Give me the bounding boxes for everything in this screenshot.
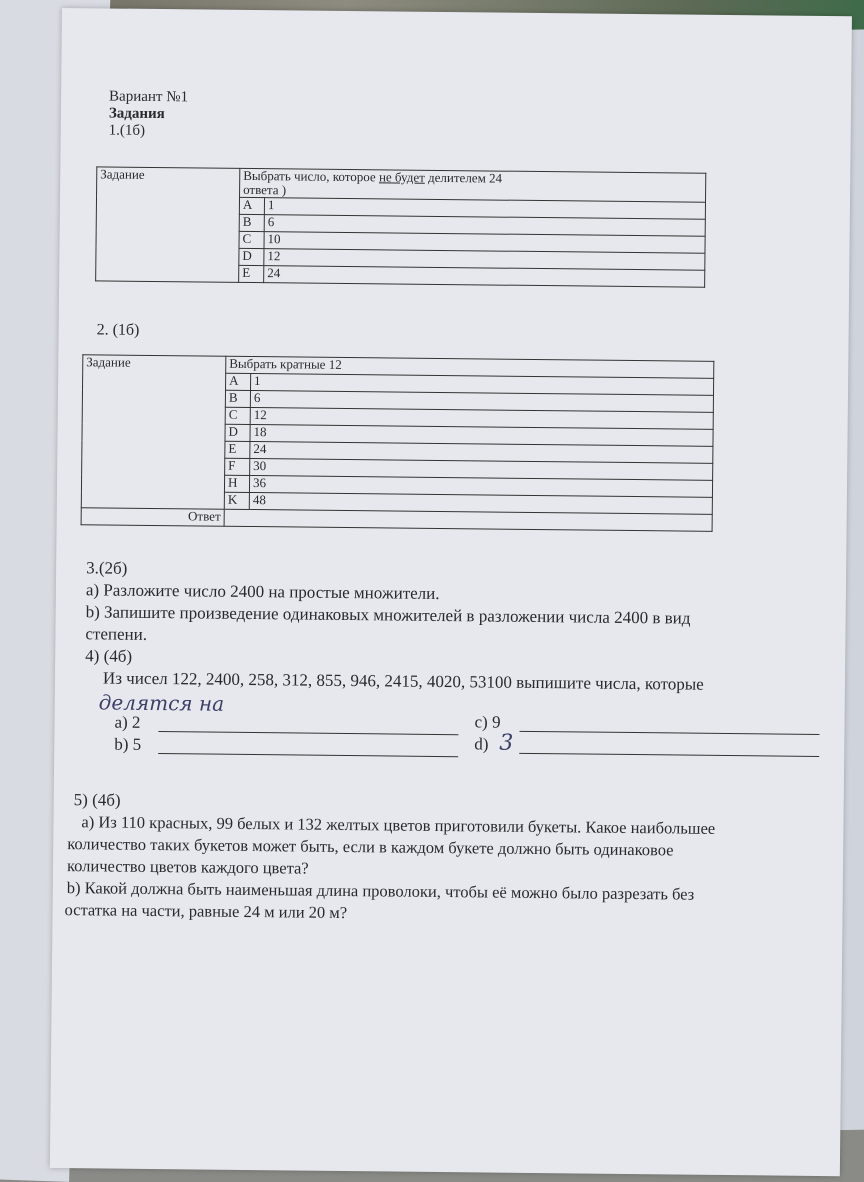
task5-number: 5) (4б) <box>73 790 121 810</box>
task2-row: H 36 <box>81 474 712 498</box>
worksheet-page <box>50 8 852 1176</box>
task5-part-b-line1: b) Какой должна быть наименьшая длина проволоки, чтобы её можно было разрезать без <box>66 878 695 904</box>
task4-text: Из чисел 122, 2400, 258, 312, 855, 946, 2415, 4020, 53100 выпишите числа, которые <box>102 668 704 694</box>
task5-part-a-line2: количество таких букетов может быть, если в каждом букете должно быть одинаковое <box>67 834 674 860</box>
task5-part-b-line2: остатка на части, равные 24 м или 20 м? <box>64 900 348 923</box>
task2-prompt: Выбрать кратные 12 <box>226 356 714 378</box>
task2-answer-label: Ответ <box>81 508 224 526</box>
task4-item-a: а) 2 <box>114 712 141 732</box>
task1-prompt: Выбрать число, которое не будет делителем 24 ответа ) <box>240 168 706 202</box>
task4-item-d-handwritten: 3 <box>499 730 514 756</box>
task4-item-b: b) 5 <box>114 734 142 754</box>
task3-part-b: b) Запишите произведение одинаковых множителей в разложении числа 2400 в вид <box>85 602 691 628</box>
task5-part-a-line1: а) Из 110 красных, 99 белых и 132 желтых цветов приготовили букеты. Какое наибольшее <box>81 812 716 838</box>
task4-answer-line-b[interactable] <box>158 753 458 757</box>
task1-number: 1.(1б) <box>108 122 146 139</box>
task2-row: E 24 <box>82 440 713 464</box>
task2-row: D 18 <box>82 423 713 447</box>
task4-answer-line-d[interactable] <box>519 753 819 757</box>
task2-row: C 12 <box>82 406 713 430</box>
task1-table <box>95 166 706 287</box>
task1-row: A 1 <box>96 196 705 219</box>
task1-col-label: Задание <box>96 167 240 282</box>
task1-row: D 12 <box>96 247 705 270</box>
task2-col-label: Задание <box>81 355 226 509</box>
task4-number: 4) (4б) <box>85 646 133 666</box>
task2-row: F 30 <box>82 457 713 481</box>
task3-part-b-cont: степени. <box>85 624 148 644</box>
task4-item-d: d) <box>474 734 489 754</box>
worksheet-header <box>109 88 189 140</box>
tasks-heading: Задания <box>108 105 165 123</box>
task1-row: B 6 <box>96 213 705 236</box>
task2-number: 2. (1б) <box>96 321 140 339</box>
task4-answer-line-c[interactable] <box>519 731 819 735</box>
task5-part-a-line3: количество цветов каждого цвета? <box>66 856 309 878</box>
task2-row: B 6 <box>82 389 713 413</box>
task3-part-a: а) Разложите число 2400 на простые множители. <box>85 580 440 603</box>
task2-row: A 1 <box>83 372 714 396</box>
task4-item-c: c) 9 <box>474 712 501 732</box>
task1-row: C 10 <box>96 230 705 253</box>
task2-table <box>81 354 715 532</box>
variant-title: Вариант №1 <box>108 88 189 106</box>
task2-row: K 48 <box>81 491 712 515</box>
task3-number: 3.(2б) <box>86 558 128 578</box>
task4-answer-line-a[interactable] <box>158 731 458 735</box>
task4-handwriting: делятся на <box>98 690 225 716</box>
task1-row: E 24 <box>96 264 705 287</box>
